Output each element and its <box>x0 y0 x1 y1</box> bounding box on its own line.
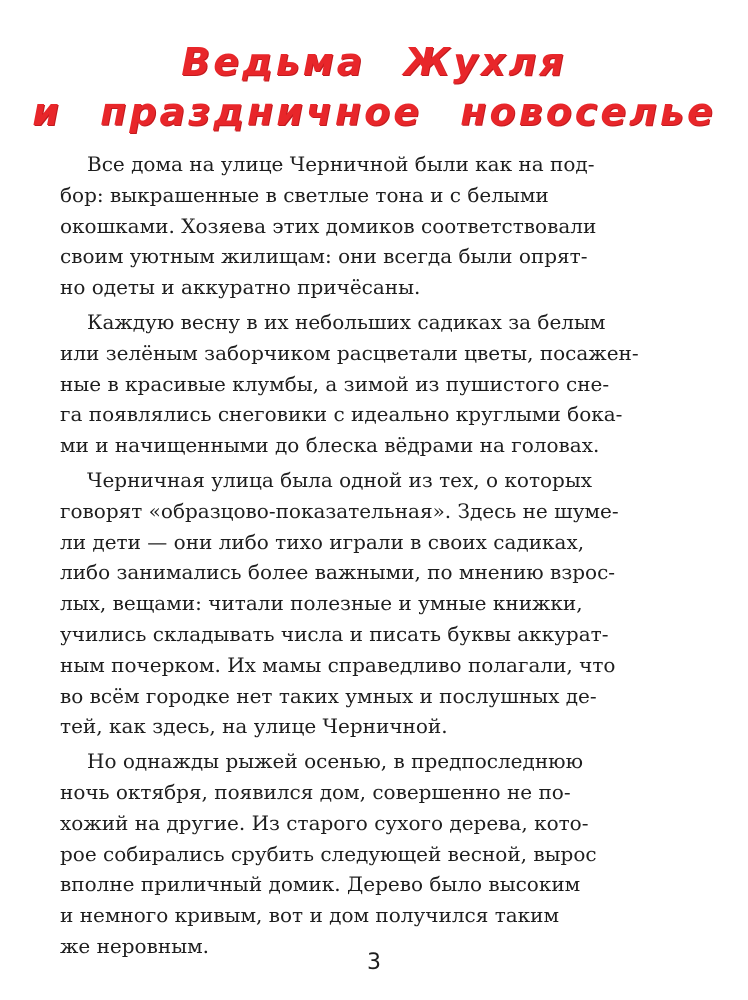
story-text <box>60 149 723 966</box>
text-line: окошками. Хозяева этих домиков соответствовали <box>60 213 597 238</box>
text-line: ми и начищенными до блеска вёдрами на головах. <box>60 433 600 458</box>
paragraph-3 <box>60 465 723 742</box>
text-line: и немного кривым, вот и дом получился таким <box>60 903 560 928</box>
title-line-2: и праздничное новоселье <box>32 90 716 134</box>
text-line: же неровным. <box>60 933 210 958</box>
text-line: лых, вещами: читали полезные и умные книжки, <box>60 591 583 616</box>
text-line: га появлялись снеговики с идеально круглыми бока- <box>60 402 623 427</box>
title-line-1: Ведьма Жухля <box>181 40 567 84</box>
text-line: Черничная улица была одной из тех, о которых <box>87 467 593 492</box>
text-line: бор: выкрашенные в светлые тона и с белыми <box>60 182 549 207</box>
paragraph-2 <box>60 307 723 461</box>
text-line: ным почерком. Их мамы справедливо полагали, что <box>60 652 616 677</box>
text-line: ные в красивые клумбы, а зимой из пушистого сне- <box>60 371 610 396</box>
page-number: 3 <box>367 950 381 975</box>
text-line: Но однажды рыжей осенью, в предпоследнюю <box>87 749 583 774</box>
text-line: говорят «образцово-показательная». Здесь не шуме- <box>60 498 619 523</box>
text-line: своим уютным жилищам: они всегда были опрят- <box>60 244 588 269</box>
text-line: рое собирались срубить следующей весной, вырос <box>60 841 597 866</box>
text-line: учились складывать числа и писать буквы аккурат- <box>60 621 609 646</box>
text-line: вполне приличный домик. Дерево было высоким <box>60 872 581 897</box>
text-line: но одеты и аккуратно причёсаны. <box>60 275 421 300</box>
paragraph-4 <box>60 746 723 962</box>
text-line: либо занимались более важными, по мнению взрос- <box>60 560 616 585</box>
text-line: хожий на другие. Из старого сухого дерева, кото- <box>60 810 589 835</box>
text-line: во всём городке нет таких умных и послушных де- <box>60 683 597 708</box>
text-line: или зелёным заборчиком расцветали цветы, посажен- <box>60 340 639 365</box>
text-line: ли дети — они либо тихо играли в своих садиках, <box>60 529 585 554</box>
text-line: ночь октября, появился дом, совершенно не по- <box>60 779 571 804</box>
text-line: тей, как здесь, на улице Черничной. <box>60 714 448 739</box>
text-line: Все дома на улице Черничной были как на под- <box>87 152 595 176</box>
paragraph-1 <box>60 149 723 303</box>
text-line: Каждую весну в их небольших садиках за белым <box>87 309 606 334</box>
